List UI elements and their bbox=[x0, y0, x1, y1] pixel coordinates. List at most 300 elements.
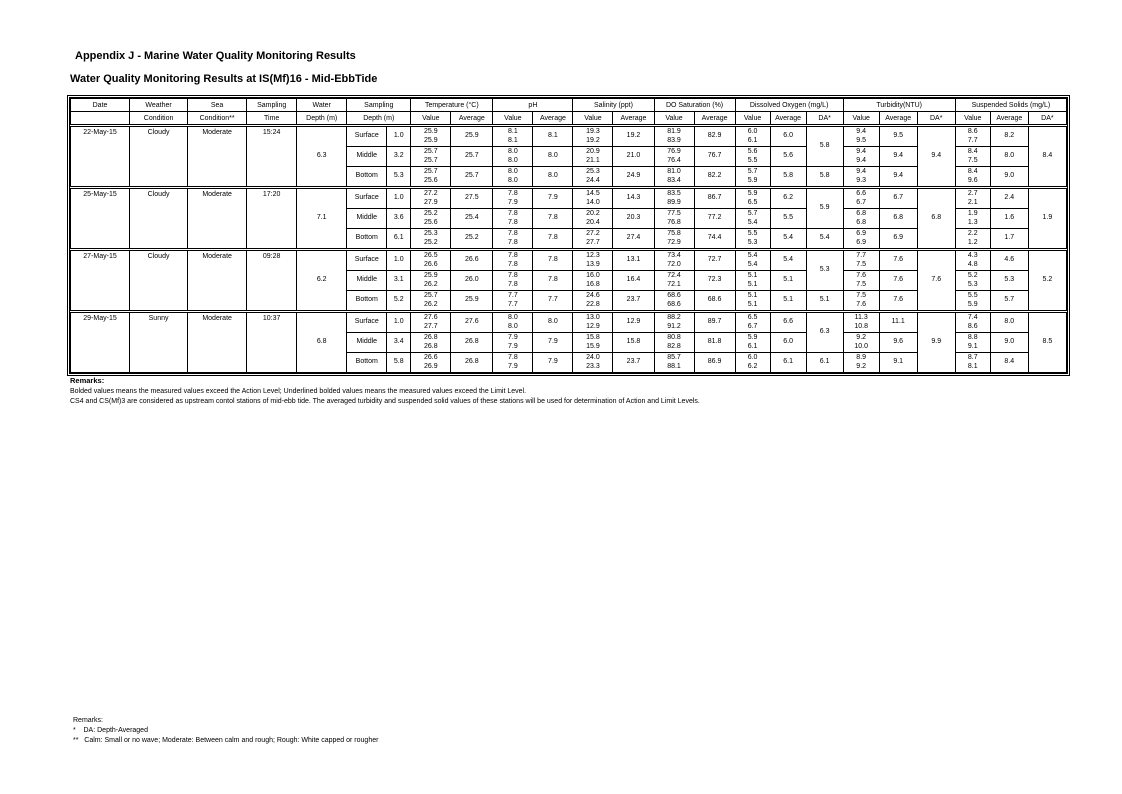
turbidity-values bbox=[843, 291, 879, 312]
dissolved-oxygen-values-reading-2: 5.4 bbox=[747, 218, 758, 226]
sampling-level-cell: Surface bbox=[347, 312, 387, 333]
salinity-values-reading-2: 22.8 bbox=[586, 300, 600, 308]
do-saturation-values-reading-1: 76.9 bbox=[667, 147, 681, 155]
turbidity-values-reading-2: 6.7 bbox=[856, 198, 867, 206]
dissolved-oxygen-values-reading-1: 5.5 bbox=[747, 229, 758, 237]
dissolved-oxygen-average: 5.1 bbox=[770, 271, 806, 291]
header-average: Average bbox=[451, 112, 493, 126]
suspended-solids-values-reading-1: 8.4 bbox=[967, 147, 978, 155]
ph-values-reading-2: 7.9 bbox=[508, 342, 518, 350]
salinity-values-reading-2: 27.7 bbox=[586, 238, 600, 246]
suspended-solids-values-reading-1: 8.6 bbox=[967, 127, 978, 135]
temperature-values-reading-2: 26.8 bbox=[423, 342, 438, 350]
dissolved-oxygen-values-reading-1: 5.1 bbox=[747, 271, 758, 279]
turbidity-values-reading-2: 7.5 bbox=[856, 280, 867, 288]
do-saturation-values-reading-2: 83.4 bbox=[667, 176, 681, 184]
turbidity-values bbox=[843, 147, 879, 167]
do-saturation-values bbox=[654, 333, 694, 353]
do-saturation-average: 86.9 bbox=[694, 353, 735, 373]
water-depth-cell: 7.1 bbox=[297, 188, 347, 250]
temperature-values-reading-1: 25.9 bbox=[423, 127, 438, 135]
header-value: Value bbox=[735, 112, 770, 126]
header-weather: Weather bbox=[130, 99, 188, 112]
salinity-values-reading-2: 19.2 bbox=[586, 136, 600, 144]
turbidity-da: 6.8 bbox=[917, 188, 955, 250]
ph-values-reading-2: 7.8 bbox=[508, 238, 518, 246]
salinity-values-reading-1: 19.3 bbox=[586, 127, 600, 135]
do-saturation-values-reading-1: 81.0 bbox=[667, 167, 681, 175]
ph-average: 7.8 bbox=[533, 250, 573, 271]
salinity-values-reading-1: 24.6 bbox=[586, 291, 600, 299]
temperature-values bbox=[411, 333, 451, 353]
salinity-values-reading-2: 13.9 bbox=[586, 260, 600, 268]
salinity-values-reading-1: 20.2 bbox=[586, 209, 600, 217]
do-saturation-values-reading-2: 89.9 bbox=[667, 198, 681, 206]
dissolved-oxygen-da: 5.8 bbox=[806, 126, 843, 167]
turbidity-da: 9.9 bbox=[917, 312, 955, 373]
header-da: DA* bbox=[917, 112, 955, 126]
suspended-solids-values bbox=[955, 312, 990, 333]
suspended-solids-values bbox=[955, 147, 990, 167]
turbidity-values-reading-2: 10.0 bbox=[854, 342, 868, 350]
ph-values-reading-1: 7.9 bbox=[508, 333, 518, 341]
sampling-level-cell: Middle bbox=[347, 147, 387, 167]
salinity-values bbox=[573, 229, 613, 250]
header-weather-sub: Condition bbox=[130, 112, 188, 126]
sampling-depth-cell: 3.4 bbox=[387, 333, 411, 353]
temperature-values bbox=[411, 147, 451, 167]
turbidity-values bbox=[843, 229, 879, 250]
turbidity-values-reading-2: 9.3 bbox=[856, 176, 867, 184]
suspended-solids-values-reading-2: 4.8 bbox=[967, 260, 978, 268]
dissolved-oxygen-values bbox=[735, 147, 770, 167]
dissolved-oxygen-values-reading-1: 5.4 bbox=[747, 251, 758, 259]
sampling-level-cell: Middle bbox=[347, 333, 387, 353]
turbidity-values-reading-2: 6.9 bbox=[856, 238, 867, 246]
turbidity-values bbox=[843, 250, 879, 271]
sampling-level-cell: Surface bbox=[347, 126, 387, 147]
suspended-solids-values-reading-1: 7.4 bbox=[967, 313, 978, 321]
do-saturation-values-reading-1: 72.4 bbox=[667, 271, 681, 279]
ph-values bbox=[493, 167, 533, 188]
salinity-values bbox=[573, 291, 613, 312]
temperature-values bbox=[411, 353, 451, 373]
header-average: Average bbox=[613, 112, 654, 126]
do-saturation-average: 82.9 bbox=[694, 126, 735, 147]
ph-values bbox=[493, 271, 533, 291]
ph-values-reading-1: 7.8 bbox=[508, 229, 518, 237]
do-saturation-average: 86.7 bbox=[694, 188, 735, 209]
sampling-time-cell: 15:24 bbox=[247, 126, 297, 188]
suspended-solids-values-reading-1: 4.3 bbox=[967, 251, 978, 259]
dissolved-oxygen-average: 5.4 bbox=[770, 229, 806, 250]
do-saturation-values bbox=[654, 229, 694, 250]
sampling-level-cell: Bottom bbox=[347, 167, 387, 188]
salinity-average: 23.7 bbox=[613, 353, 654, 373]
suspended-solids-average: 8.4 bbox=[990, 353, 1028, 373]
temperature-values bbox=[411, 126, 451, 147]
turbidity-average: 11.1 bbox=[879, 312, 917, 333]
do-saturation-values-reading-1: 88.2 bbox=[667, 313, 681, 321]
suspended-solids-average: 5.3 bbox=[990, 271, 1028, 291]
suspended-solids-values bbox=[955, 353, 990, 373]
suspended-solids-average: 2.4 bbox=[990, 188, 1028, 209]
temperature-values bbox=[411, 167, 451, 188]
ph-values-reading-2: 8.1 bbox=[508, 136, 518, 144]
temperature-values-reading-2: 27.7 bbox=[423, 322, 438, 330]
salinity-values-reading-2: 15.9 bbox=[586, 342, 600, 350]
salinity-average: 24.9 bbox=[613, 167, 654, 188]
dissolved-oxygen-da: 6.3 bbox=[806, 312, 843, 353]
turbidity-average: 9.5 bbox=[879, 126, 917, 147]
do-saturation-average: 72.3 bbox=[694, 271, 735, 291]
ph-values bbox=[493, 126, 533, 147]
do-saturation-values-reading-1: 77.5 bbox=[667, 209, 681, 217]
sampling-depth-cell: 1.0 bbox=[387, 126, 411, 147]
temperature-values-reading-2: 25.6 bbox=[423, 176, 438, 184]
do-saturation-values-reading-2: 83.9 bbox=[667, 136, 681, 144]
ph-values bbox=[493, 312, 533, 333]
dissolved-oxygen-da: 5.9 bbox=[806, 188, 843, 229]
do-saturation-values bbox=[654, 188, 694, 209]
table-body bbox=[71, 126, 1067, 373]
temperature-values-reading-2: 25.2 bbox=[423, 238, 438, 246]
turbidity-values-reading-1: 9.4 bbox=[856, 127, 867, 135]
suspended-solids-values-reading-2: 9.1 bbox=[967, 342, 978, 350]
suspended-solids-values-reading-2: 5.9 bbox=[967, 300, 978, 308]
turbidity-values-reading-1: 9.2 bbox=[856, 333, 867, 341]
suspended-solids-values-reading-2: 8.1 bbox=[967, 362, 978, 370]
dissolved-oxygen-values-reading-2: 5.1 bbox=[747, 300, 758, 308]
turbidity-values bbox=[843, 312, 879, 333]
do-saturation-values bbox=[654, 167, 694, 188]
header-date: Date bbox=[71, 99, 130, 112]
ph-values-reading-2: 8.0 bbox=[508, 322, 518, 330]
ph-values-reading-1: 7.8 bbox=[508, 271, 518, 279]
dissolved-oxygen-values-reading-2: 5.3 bbox=[747, 238, 758, 246]
header-average: Average bbox=[533, 112, 573, 126]
header-salinity: Salinity (ppt) bbox=[573, 99, 654, 112]
footnotes-section bbox=[73, 716, 378, 746]
suspended-solids-average: 9.0 bbox=[990, 167, 1028, 188]
suspended-solids-average: 9.0 bbox=[990, 333, 1028, 353]
temperature-average: 25.2 bbox=[451, 229, 493, 250]
turbidity-average: 9.4 bbox=[879, 167, 917, 188]
ph-values-reading-1: 7.8 bbox=[508, 189, 518, 197]
header-average: Average bbox=[694, 112, 735, 126]
salinity-values-reading-2: 20.4 bbox=[586, 218, 600, 226]
header-dissolved-oxygen: Dissolved Oxygen (mg/L) bbox=[735, 99, 843, 112]
header-value: Value bbox=[654, 112, 694, 126]
salinity-values-reading-2: 24.4 bbox=[586, 176, 600, 184]
header-sea: Sea bbox=[188, 99, 247, 112]
turbidity-values bbox=[843, 271, 879, 291]
salinity-average: 20.3 bbox=[613, 209, 654, 229]
temperature-values-reading-2: 26.2 bbox=[423, 280, 438, 288]
suspended-solids-da: 5.2 bbox=[1028, 250, 1066, 312]
salinity-values-reading-2: 16.8 bbox=[586, 280, 600, 288]
salinity-average: 19.2 bbox=[613, 126, 654, 147]
turbidity-average: 9.6 bbox=[879, 333, 917, 353]
dissolved-oxygen-da-bottom: 5.8 bbox=[806, 167, 843, 188]
salinity-values bbox=[573, 353, 613, 373]
do-saturation-values bbox=[654, 126, 694, 147]
sampling-depth-cell: 3.6 bbox=[387, 209, 411, 229]
temperature-average: 26.6 bbox=[451, 250, 493, 271]
ph-average: 7.8 bbox=[533, 229, 573, 250]
header-da: DA* bbox=[806, 112, 843, 126]
temperature-values bbox=[411, 291, 451, 312]
do-saturation-average: 74.4 bbox=[694, 229, 735, 250]
ph-average: 7.8 bbox=[533, 271, 573, 291]
salinity-values-reading-1: 16.0 bbox=[586, 271, 600, 279]
turbidity-values-reading-1: 11.3 bbox=[854, 313, 868, 321]
do-saturation-values-reading-2: 82.8 bbox=[667, 342, 681, 350]
dissolved-oxygen-average: 6.1 bbox=[770, 353, 806, 373]
sampling-depth-cell: 5.2 bbox=[387, 291, 411, 312]
header-sampling-time: Sampling bbox=[247, 99, 297, 112]
dissolved-oxygen-values-reading-2: 6.2 bbox=[747, 362, 758, 370]
sampling-depth-cell: 3.1 bbox=[387, 271, 411, 291]
suspended-solids-average: 5.7 bbox=[990, 291, 1028, 312]
header-average: Average bbox=[879, 112, 917, 126]
header-turbidity: Turbidity(NTU) bbox=[843, 99, 955, 112]
weather-cell: Cloudy bbox=[130, 188, 188, 250]
header-time-sub: Time bbox=[247, 112, 297, 126]
dissolved-oxygen-da-bottom: 5.4 bbox=[806, 229, 843, 250]
do-saturation-values-reading-1: 73.4 bbox=[667, 251, 681, 259]
ph-values-reading-2: 7.9 bbox=[508, 198, 518, 206]
do-saturation-values bbox=[654, 209, 694, 229]
dissolved-oxygen-values bbox=[735, 333, 770, 353]
suspended-solids-values-reading-1: 8.8 bbox=[967, 333, 978, 341]
turbidity-values-reading-1: 8.9 bbox=[856, 353, 867, 361]
header-value: Value bbox=[493, 112, 533, 126]
do-saturation-average: 81.8 bbox=[694, 333, 735, 353]
sampling-level-cell: Bottom bbox=[347, 291, 387, 312]
suspended-solids-average: 1.7 bbox=[990, 229, 1028, 250]
turbidity-average: 6.7 bbox=[879, 188, 917, 209]
ph-average: 8.0 bbox=[533, 147, 573, 167]
temperature-average: 25.7 bbox=[451, 167, 493, 188]
sampling-depth-cell: 6.1 bbox=[387, 229, 411, 250]
turbidity-values-reading-1: 7.7 bbox=[856, 251, 867, 259]
suspended-solids-values-reading-1: 2.2 bbox=[967, 229, 978, 237]
ph-values-reading-1: 7.7 bbox=[508, 291, 518, 299]
temperature-values-reading-1: 25.7 bbox=[423, 147, 438, 155]
table-row bbox=[71, 126, 1067, 147]
dissolved-oxygen-average: 5.4 bbox=[770, 250, 806, 271]
salinity-values-reading-1: 13.0 bbox=[586, 313, 600, 321]
sampling-time-cell: 10:37 bbox=[247, 312, 297, 373]
dissolved-oxygen-values-reading-1: 6.0 bbox=[747, 127, 758, 135]
temperature-average: 25.9 bbox=[451, 291, 493, 312]
suspended-solids-values-reading-1: 8.4 bbox=[967, 167, 978, 175]
turbidity-values-reading-2: 7.5 bbox=[856, 260, 867, 268]
suspended-solids-values-reading-1: 5.5 bbox=[967, 291, 978, 299]
footnote-da: * DA: Depth-Averaged bbox=[73, 727, 148, 734]
suspended-solids-average: 8.0 bbox=[990, 312, 1028, 333]
salinity-values-reading-1: 14.5 bbox=[586, 189, 600, 197]
dissolved-oxygen-values-reading-2: 6.5 bbox=[747, 198, 758, 206]
do-saturation-average: 77.2 bbox=[694, 209, 735, 229]
suspended-solids-average: 8.2 bbox=[990, 126, 1028, 147]
ph-average: 7.7 bbox=[533, 291, 573, 312]
turbidity-average: 9.1 bbox=[879, 353, 917, 373]
salinity-values-reading-2: 14.0 bbox=[586, 198, 600, 206]
results-table bbox=[70, 98, 1067, 373]
suspended-solids-values-reading-2: 2.1 bbox=[967, 198, 978, 206]
dissolved-oxygen-values bbox=[735, 353, 770, 373]
suspended-solids-values bbox=[955, 291, 990, 312]
turbidity-values-reading-1: 9.4 bbox=[856, 147, 867, 155]
salinity-values-reading-2: 21.1 bbox=[586, 156, 600, 164]
remarks-line-1: Bolded values means the measured values exceed the Action Level; Underlined bolded values means the measured values exceed the Limit Level. bbox=[70, 388, 527, 395]
suspended-solids-values-reading-2: 1.3 bbox=[967, 218, 978, 226]
salinity-average: 23.7 bbox=[613, 291, 654, 312]
dissolved-oxygen-values-reading-1: 5.9 bbox=[747, 189, 758, 197]
header-water-depth: Water bbox=[297, 99, 347, 112]
header-average: Average bbox=[770, 112, 806, 126]
suspended-solids-values bbox=[955, 188, 990, 209]
dissolved-oxygen-values-reading-2: 5.9 bbox=[747, 176, 758, 184]
temperature-values bbox=[411, 188, 451, 209]
temperature-average: 26.0 bbox=[451, 271, 493, 291]
sea-condition-cell: Moderate bbox=[188, 250, 247, 312]
turbidity-values-reading-2: 6.8 bbox=[856, 218, 867, 226]
date-cell: 25-May-15 bbox=[71, 188, 130, 250]
do-saturation-average: 72.7 bbox=[694, 250, 735, 271]
temperature-values-reading-1: 27.2 bbox=[423, 189, 438, 197]
turbidity-da: 9.4 bbox=[917, 126, 955, 188]
do-saturation-values-reading-1: 80.8 bbox=[667, 333, 681, 341]
suspended-solids-values bbox=[955, 126, 990, 147]
ph-values bbox=[493, 333, 533, 353]
suspended-solids-values-reading-2: 8.6 bbox=[967, 322, 978, 330]
suspended-solids-values bbox=[955, 229, 990, 250]
table-row bbox=[71, 250, 1067, 271]
salinity-values-reading-1: 15.8 bbox=[586, 333, 600, 341]
temperature-average: 27.5 bbox=[451, 188, 493, 209]
turbidity-average: 7.6 bbox=[879, 250, 917, 271]
dissolved-oxygen-average: 5.1 bbox=[770, 291, 806, 312]
salinity-values-reading-1: 27.2 bbox=[586, 229, 600, 237]
header-do-saturation: DO Saturation (%) bbox=[654, 99, 735, 112]
temperature-values-reading-2: 26.6 bbox=[423, 260, 438, 268]
sampling-level-cell: Bottom bbox=[347, 353, 387, 373]
salinity-values bbox=[573, 271, 613, 291]
do-saturation-average: 68.6 bbox=[694, 291, 735, 312]
ph-average: 8.0 bbox=[533, 312, 573, 333]
ph-values-reading-2: 7.9 bbox=[508, 362, 518, 370]
temperature-values bbox=[411, 312, 451, 333]
suspended-solids-values bbox=[955, 333, 990, 353]
header-depth-sub: Depth (m) bbox=[297, 112, 347, 126]
temperature-values-reading-2: 26.2 bbox=[423, 300, 438, 308]
table-title: Water Quality Monitoring Results at IS(Mf)16 - Mid-EbbTide bbox=[70, 73, 378, 85]
suspended-solids-average: 8.0 bbox=[990, 147, 1028, 167]
do-saturation-values bbox=[654, 353, 694, 373]
header-value: Value bbox=[843, 112, 879, 126]
dissolved-oxygen-values-reading-1: 5.6 bbox=[747, 147, 758, 155]
temperature-average: 26.8 bbox=[451, 353, 493, 373]
do-saturation-values-reading-1: 75.8 bbox=[667, 229, 681, 237]
do-saturation-average: 89.7 bbox=[694, 312, 735, 333]
results-table-container bbox=[67, 95, 1070, 376]
temperature-average: 26.8 bbox=[451, 333, 493, 353]
dissolved-oxygen-average: 5.6 bbox=[770, 147, 806, 167]
do-saturation-average: 76.7 bbox=[694, 147, 735, 167]
do-saturation-values bbox=[654, 312, 694, 333]
dissolved-oxygen-values-reading-1: 6.5 bbox=[747, 313, 758, 321]
temperature-values-reading-1: 25.7 bbox=[423, 167, 438, 175]
turbidity-average: 9.4 bbox=[879, 147, 917, 167]
header-suspended-solids: Suspended Solids (mg/L) bbox=[955, 99, 1066, 112]
salinity-average: 14.3 bbox=[613, 188, 654, 209]
header-value: Value bbox=[411, 112, 451, 126]
ph-values-reading-1: 7.8 bbox=[508, 209, 518, 217]
turbidity-average: 6.8 bbox=[879, 209, 917, 229]
sampling-level-cell: Surface bbox=[347, 188, 387, 209]
salinity-values bbox=[573, 250, 613, 271]
temperature-values-reading-1: 25.2 bbox=[423, 209, 438, 217]
weather-cell: Cloudy bbox=[130, 126, 188, 188]
temperature-average: 27.6 bbox=[451, 312, 493, 333]
temperature-average: 25.9 bbox=[451, 126, 493, 147]
ph-average: 8.0 bbox=[533, 167, 573, 188]
dissolved-oxygen-values bbox=[735, 126, 770, 147]
sea-condition-cell: Moderate bbox=[188, 188, 247, 250]
salinity-values bbox=[573, 167, 613, 188]
salinity-values bbox=[573, 209, 613, 229]
turbidity-values-reading-2: 10.8 bbox=[854, 322, 868, 330]
dissolved-oxygen-average: 6.2 bbox=[770, 188, 806, 209]
turbidity-values-reading-2: 9.2 bbox=[856, 362, 867, 370]
header-sampling-depth: Sampling bbox=[347, 99, 411, 112]
header-da: DA* bbox=[1028, 112, 1066, 126]
ph-average: 7.9 bbox=[533, 188, 573, 209]
salinity-average: 21.0 bbox=[613, 147, 654, 167]
temperature-values-reading-2: 25.6 bbox=[423, 218, 438, 226]
do-saturation-values-reading-2: 91.2 bbox=[667, 322, 681, 330]
dissolved-oxygen-average: 6.0 bbox=[770, 126, 806, 147]
dissolved-oxygen-values bbox=[735, 209, 770, 229]
temperature-values bbox=[411, 229, 451, 250]
salinity-average: 12.9 bbox=[613, 312, 654, 333]
temperature-values-reading-1: 27.6 bbox=[423, 313, 438, 321]
header-sampling-depth-sub: Depth (m) bbox=[347, 112, 411, 126]
salinity-values-reading-1: 12.3 bbox=[586, 251, 600, 259]
turbidity-values bbox=[843, 333, 879, 353]
salinity-values bbox=[573, 312, 613, 333]
suspended-solids-values-reading-2: 5.3 bbox=[967, 280, 978, 288]
dissolved-oxygen-values bbox=[735, 167, 770, 188]
dissolved-oxygen-values-reading-2: 6.1 bbox=[747, 342, 758, 350]
ph-values-reading-2: 8.0 bbox=[508, 176, 518, 184]
dissolved-oxygen-values-reading-1: 5.7 bbox=[747, 209, 758, 217]
header-sea-sub: Condition** bbox=[188, 112, 247, 126]
dissolved-oxygen-values-reading-2: 6.7 bbox=[747, 322, 758, 330]
temperature-values bbox=[411, 271, 451, 291]
do-saturation-values-reading-2: 68.6 bbox=[667, 300, 681, 308]
temperature-values bbox=[411, 250, 451, 271]
sampling-depth-cell: 1.0 bbox=[387, 312, 411, 333]
suspended-solids-values bbox=[955, 167, 990, 188]
footnote-sea: ** Calm: Small or no wave; Moderate: Between calm and rough; Rough: White capped or rougher bbox=[73, 737, 379, 744]
date-cell: 22-May-15 bbox=[71, 126, 130, 188]
suspended-solids-average: 1.6 bbox=[990, 209, 1028, 229]
salinity-values bbox=[573, 147, 613, 167]
